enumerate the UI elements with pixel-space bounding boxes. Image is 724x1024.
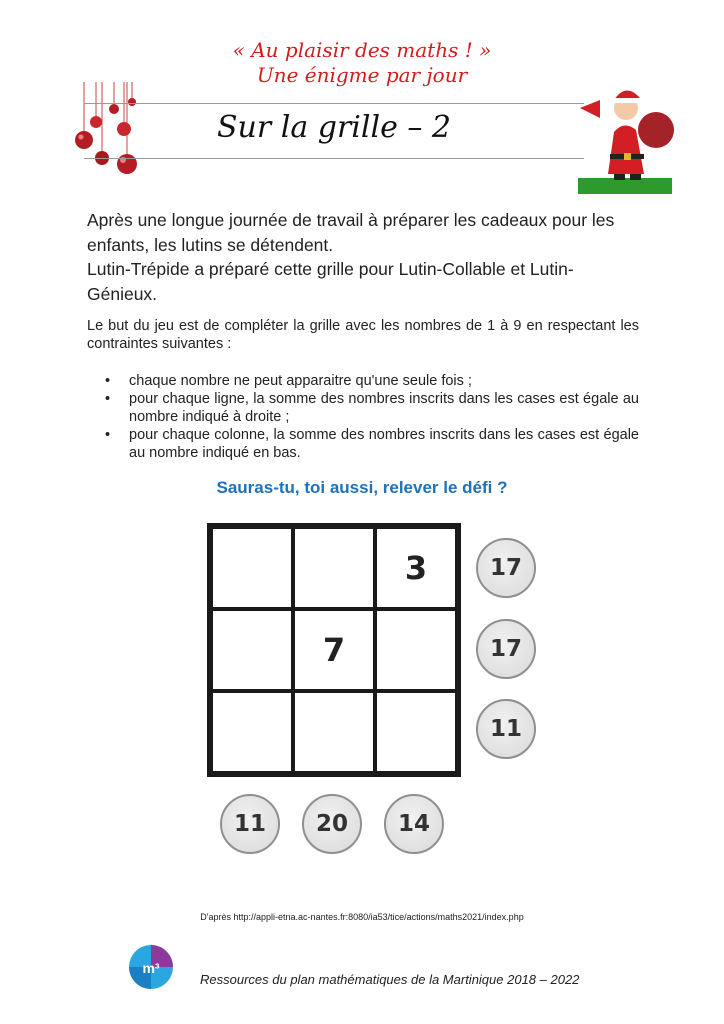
header-subtitle-line2: Une énigme par jour (256, 63, 468, 87)
rule-item: • chaque nombre ne peut apparaitre qu'une seule fois ; (87, 372, 639, 390)
puzzle-grid (207, 523, 461, 777)
intro-text (87, 208, 639, 306)
row-sum-3: 11 (476, 699, 536, 759)
grid-cell-r1c3[interactable]: 3 (375, 527, 457, 609)
grid-cell-r3c2[interactable] (293, 691, 375, 773)
row-sum-2: 17 (476, 619, 536, 679)
page-title: Sur la grille – 2 (216, 110, 451, 145)
col-sum-1: 11 (220, 794, 280, 854)
rules-list (87, 372, 639, 462)
grid-cell-r2c3[interactable] (375, 609, 457, 691)
rules-lead: Le but du jeu est de compléter la grille avec les nombres de 1 à 9 en respectant les contraintes suivantes : (87, 318, 639, 352)
source-credit: D'après http://appli-etna.ac-nantes.fr:8080/ia53/tice/actions/maths2021/index.php (200, 912, 524, 922)
intro-paragraph-2: Lutin-Trépide a préparé cette grille pour Lutin-Collable et Lutin-Génieux. (87, 259, 574, 304)
grid-cell-r1c2[interactable] (293, 527, 375, 609)
grid-cell-r1c1[interactable] (211, 527, 293, 609)
footer-text: Ressources du plan mathématiques de la Martinique 2018 – 2022 (200, 972, 580, 987)
grid-cell-r3c3[interactable] (375, 691, 457, 773)
challenge-question: Sauras-tu, toi aussi, relever le défi ? (216, 478, 508, 497)
col-sum-2: 20 (302, 794, 362, 854)
header-subtitle-line1: « Au plaisir des maths ! » (232, 38, 492, 62)
rule-item: • pour chaque ligne, la somme des nombres inscrits dans les cases est égale au nombre indiqué à droite ; (87, 390, 639, 426)
grid-cell-r3c1[interactable] (211, 691, 293, 773)
logo-text: m³ (142, 960, 160, 976)
rule-item: • pour chaque colonne, la somme des nombres inscrits dans les cases est égale au nombre indiqué en bas. (87, 426, 639, 462)
grid-cell-r2c2[interactable]: 7 (293, 609, 375, 691)
grid-cell-r2c1[interactable] (211, 609, 293, 691)
m3-logo-icon (128, 944, 174, 990)
row-sum-1: 17 (476, 538, 536, 598)
col-sum-3: 14 (384, 794, 444, 854)
santa-claus-icon (574, 70, 674, 196)
intro-paragraph-1: Après une longue journée de travail à préparer les cadeaux pour les enfants, les lutins se détendent. (87, 210, 615, 255)
